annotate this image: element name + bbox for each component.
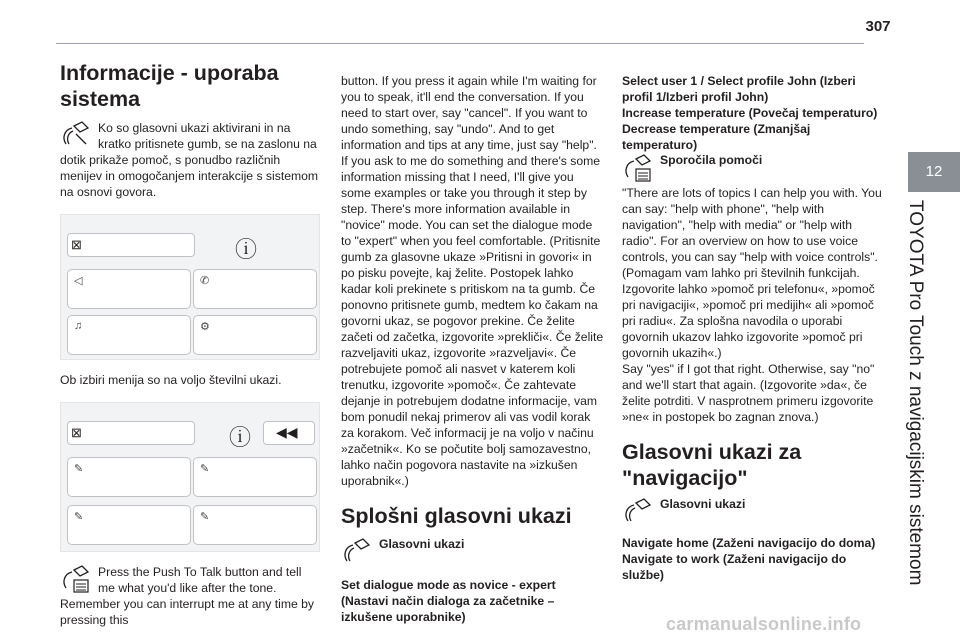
command-button[interactable]	[67, 457, 191, 497]
dialogue-mode-command: Set dialogue mode as novice - expert (Nastavi način dialoga za začetnike – izkušene uporabnike)	[341, 578, 556, 624]
menu-button-phone[interactable]	[193, 269, 317, 309]
column-2	[341, 73, 605, 625]
chapter-title	[904, 200, 928, 586]
status-bar	[67, 233, 195, 257]
nav-voice-commands-label-row	[622, 497, 884, 531]
nav-voice-commands-label: Glasovni ukazi	[660, 497, 746, 511]
section-heading-general: Splošni glasovni ukazi	[341, 504, 572, 528]
watermark: carmanualsonline.info	[666, 614, 862, 634]
ptt-paragraph	[60, 564, 320, 628]
voice-command-icon	[622, 497, 656, 527]
menu-button-navigation[interactable]	[67, 269, 191, 309]
command-button[interactable]	[193, 505, 317, 545]
pen-icon: ✎	[74, 463, 84, 475]
back-button[interactable]	[263, 421, 315, 445]
help-messages-text: "There are lots of topics I can help you with. You can say: "help with phone", "help with navigation", "help with media" or "help with radio". For an overview on how to use voice controls, you can say "help with voice controls". (Pomagam vam lahko pri številnih funkcijah. Izgovorite lahko »pomoč pri telefonu«, »pomoč pri navigaciji«, »pomoč pri medijih« ali »pomoč pri radiu«. Za splošna navodila o uporabi govornih ukazov lahko izgovorite »pomoč pri govornih ukazih«.) Say "yes" if I got that right. Otherwise, say "no" and we'll start that again. (Izgovorite »da«, če želite potrditi. V nasprotnem primeru izgovorite »ne« in postopek bo zagnan znova.)	[622, 186, 882, 424]
back-icon: ◀◀	[276, 424, 298, 440]
push-to-talk-icon	[60, 564, 94, 594]
menu-button-settings[interactable]	[193, 315, 317, 355]
command-button[interactable]	[67, 505, 191, 545]
voice-command-icon	[341, 537, 375, 567]
voice-menu-screenshot-2	[60, 402, 320, 552]
help-icon: ⓘ	[235, 237, 258, 262]
pen-icon: ✎	[200, 511, 210, 523]
status-bar	[67, 421, 195, 445]
top-divider	[56, 43, 864, 44]
navigation-arrow-icon: ◁	[74, 275, 83, 287]
phone-icon: ✆	[200, 275, 210, 287]
continuation-text: button. If you press it again while I'm waiting for you to speak, it'll end the conversation. If you need to start over, say "cancel". If you want to undo something, say "undo". And to get information and tips at any time, just say "help". If you ask to me do something and there's some information missing that I need, I'll give you some examples or take you through it step by step. There's more information available in "novice" mode. You can set the dialogue mode to "expert" when you feel comfortable. (Pritisnite gumb za glasovne ukaze »Pritisni in govori« in po pisku povejte, kaj želite. Postopek lahko kadar koli prekinete s pritiskom na ta gumb. Če ponovno pritisnete gumb, medtem ko čakam na govorni ukaz, se pogovor prekine. Če želite začeti od začetka, izgovorite »prekliči«. Če želite razveljaviti ukaz, izgovorite »razveljavi«. Če potrebujete pomoč ali nasvet v katerem koli trenutku, izgovorite »pomoč«. Če zahtevate dejanje in potrebujem dodatne informacije, vam bom ponudil nekaj primerov ali vas vodil korak za korakom. Več informacij je na voljo v načinu »začetnik«. Ko se počutite bolj samozavestno, lahko način pogovora nastavite na »izkušen uporabnik«.)	[341, 74, 604, 488]
voice-command-icon	[60, 120, 94, 150]
page-number: 307	[865, 18, 891, 35]
profile-temperature-commands: Select user 1 / Select profile John (Izberi profil 1/Izberi profil John) Increase temperature (Povečaj temperaturo) Decrease temperature (Zmanjšaj temperaturo)	[622, 74, 878, 152]
music-icon: ♫	[74, 320, 83, 332]
voice-commands-label: Glasovni ukazi	[379, 537, 465, 551]
help-icon: ⓘ	[229, 425, 252, 450]
column-1	[60, 60, 320, 628]
column-3	[622, 73, 884, 583]
pen-icon: ✎	[74, 511, 84, 523]
navigation-commands: Navigate home (Zaženi navigacijo do doma) Navigate to work (Zaženi navigacijo do službe)	[622, 536, 876, 582]
pen-icon: ✎	[200, 463, 210, 475]
exit-icon: ⊠	[71, 425, 82, 440]
intro-text: Ko so glasovni ukazi aktivirani in na kratko pritisnete gumb, se na zaslonu na dotik prikaže pomoč, s ponudbo različnih menijev in omogočanjem interakcije s sistemom na osnovi govora.	[60, 121, 319, 199]
section-heading-navigation: Glasovni ukazi za "navigacijo"	[622, 440, 802, 490]
intro-paragraph	[60, 120, 320, 200]
menu-button-media[interactable]	[67, 315, 191, 355]
help-messages-label: Sporočila pomoči	[660, 153, 763, 167]
voice-menu-screenshot-1	[60, 214, 320, 360]
section-heading-info: Informacije - uporaba sistema	[60, 61, 279, 111]
voice-commands-label-row	[341, 537, 605, 571]
chapter-tab: 12	[908, 152, 960, 192]
push-to-talk-icon	[622, 153, 656, 183]
chapter-title-text: TOYOTA Pro Touch z navigacijskim sistemom	[905, 200, 926, 586]
help-messages-label-row	[622, 153, 884, 185]
command-button[interactable]	[193, 457, 317, 497]
caption-text: Ob izbiri menija so na voljo številni ukazi.	[60, 373, 282, 387]
ptt-text: Press the Push To Talk button and tell me what you'd like after the tone. Remember you can interrupt me at any time by pressing this	[60, 565, 315, 627]
settings-icon: ⚙	[200, 321, 210, 333]
exit-icon: ⊠	[71, 237, 82, 252]
